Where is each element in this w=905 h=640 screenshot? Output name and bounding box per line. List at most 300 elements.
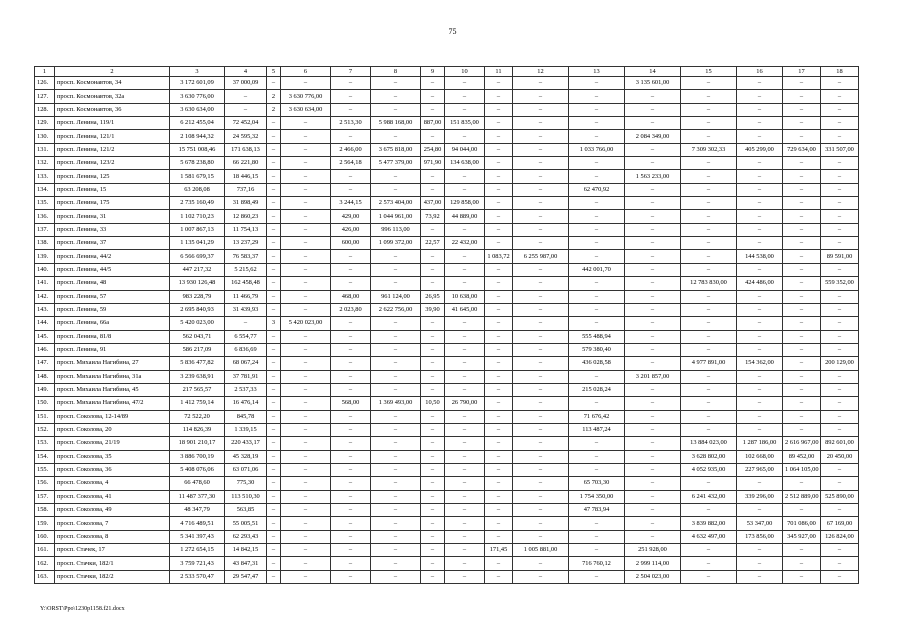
value-cell: – (267, 157, 281, 170)
value-cell: – (331, 77, 371, 90)
value-cell: – (625, 463, 681, 476)
value-cell: 983 228,79 (170, 290, 225, 303)
value-cell: – (225, 90, 267, 103)
value-cell: – (281, 303, 331, 316)
value-cell: – (681, 250, 737, 263)
value-cell: 555 488,94 (569, 330, 625, 343)
value-cell: – (737, 77, 783, 90)
value-cell: – (625, 157, 681, 170)
address-cell: просп. Ленина, 57 (55, 290, 170, 303)
address-cell: просп. Соколова, 20 (55, 423, 170, 436)
value-cell: 563,85 (225, 504, 267, 517)
value-cell: 151 835,00 (445, 117, 485, 130)
value-cell: – (267, 330, 281, 343)
value-cell: 1 064 105,00 (783, 463, 821, 476)
value-cell: – (513, 197, 569, 210)
value-cell: – (371, 463, 421, 476)
value-cell: – (513, 210, 569, 223)
value-cell: 1 563 233,00 (625, 170, 681, 183)
row-number-cell: 150. (35, 397, 55, 410)
value-cell: – (485, 557, 513, 570)
value-cell: 53 347,00 (737, 517, 783, 530)
value-cell: – (513, 183, 569, 196)
value-cell: – (331, 170, 371, 183)
value-cell: – (485, 530, 513, 543)
value-cell: – (421, 423, 445, 436)
value-cell: 1 339,15 (225, 423, 267, 436)
value-cell: 173 856,00 (737, 530, 783, 543)
value-cell: – (267, 143, 281, 156)
address-cell: просп. Ленина, 121/2 (55, 143, 170, 156)
table-row (35, 463, 859, 476)
value-cell: – (281, 130, 331, 143)
value-cell: 5 408 076,06 (170, 463, 225, 476)
value-cell: – (513, 557, 569, 570)
value-cell: 1 754 350,00 (569, 490, 625, 503)
value-cell: – (421, 263, 445, 276)
data-table-container (34, 66, 858, 584)
address-cell: просп. Михаила Нагибина, 45 (55, 383, 170, 396)
value-cell: – (737, 183, 783, 196)
value-cell: – (421, 170, 445, 183)
value-cell: – (513, 383, 569, 396)
value-cell: – (445, 343, 485, 356)
value-cell: 424 486,00 (737, 277, 783, 290)
value-cell: 13 930 126,48 (170, 277, 225, 290)
value-cell: 3 239 638,91 (170, 370, 225, 383)
address-cell: просп. Соколова, 4 (55, 477, 170, 490)
value-cell: – (737, 197, 783, 210)
value-cell: 11 487 377,30 (170, 490, 225, 503)
table-row (35, 210, 859, 223)
value-cell: – (625, 517, 681, 530)
value-cell: – (445, 463, 485, 476)
value-cell: – (513, 504, 569, 517)
value-cell: 2 108 944,32 (170, 130, 225, 143)
table-row (35, 544, 859, 557)
value-cell: 1 083,72 (485, 250, 513, 263)
value-cell: 220 433,17 (225, 437, 267, 450)
value-cell: – (267, 170, 281, 183)
value-cell: – (485, 117, 513, 130)
table-row (35, 343, 859, 356)
column-number-cell: 4 (225, 67, 267, 77)
value-cell: 1 102 710,23 (170, 210, 225, 223)
value-cell: 26 790,00 (445, 397, 485, 410)
value-cell: 2 466,00 (331, 143, 371, 156)
value-cell: – (783, 477, 821, 490)
value-cell: – (821, 477, 859, 490)
value-cell: – (421, 77, 445, 90)
value-cell: – (421, 490, 445, 503)
column-number-cell: 10 (445, 67, 485, 77)
table-row (35, 370, 859, 383)
column-number-cell: 17 (783, 67, 821, 77)
value-cell: 113 510,30 (225, 490, 267, 503)
value-cell: 996 113,00 (371, 223, 421, 236)
value-cell: – (625, 437, 681, 450)
value-cell: 251 928,00 (625, 544, 681, 557)
address-cell: просп. Соколова, 7 (55, 517, 170, 530)
address-cell: просп. Ленина, 37 (55, 237, 170, 250)
value-cell: 5 477 379,00 (371, 157, 421, 170)
value-cell: 12 860,23 (225, 210, 267, 223)
value-cell: – (331, 450, 371, 463)
value-cell: – (485, 290, 513, 303)
value-cell: 15 751 008,46 (170, 143, 225, 156)
value-cell: – (485, 317, 513, 330)
value-cell: – (783, 317, 821, 330)
address-cell: просп. Ленина, 123/2 (55, 157, 170, 170)
value-cell: – (737, 544, 783, 557)
value-cell: – (681, 130, 737, 143)
value-cell: 437,00 (421, 197, 445, 210)
value-cell: – (371, 103, 421, 116)
value-cell: – (445, 423, 485, 436)
value-cell: 568,00 (331, 397, 371, 410)
value-cell: – (569, 237, 625, 250)
value-cell: – (625, 330, 681, 343)
value-cell: 37 781,91 (225, 370, 267, 383)
value-cell: – (331, 370, 371, 383)
row-number-cell: 155. (35, 463, 55, 476)
value-cell: – (421, 477, 445, 490)
value-cell: 89 591,00 (821, 250, 859, 263)
value-cell: 10,50 (421, 397, 445, 410)
table-row (35, 157, 859, 170)
row-number-cell: 143. (35, 303, 55, 316)
value-cell: – (485, 397, 513, 410)
value-cell: – (281, 370, 331, 383)
value-cell: – (681, 90, 737, 103)
value-cell: – (267, 250, 281, 263)
value-cell: – (421, 90, 445, 103)
value-cell: – (737, 397, 783, 410)
value-cell: – (421, 383, 445, 396)
value-cell: – (445, 410, 485, 423)
table-row (35, 197, 859, 210)
value-cell: – (421, 330, 445, 343)
value-cell: – (783, 370, 821, 383)
value-cell: – (681, 343, 737, 356)
value-cell: – (445, 263, 485, 276)
value-cell: – (737, 317, 783, 330)
value-cell: – (267, 437, 281, 450)
address-cell: просп. Ленина, 48 (55, 277, 170, 290)
value-cell: – (281, 504, 331, 517)
value-cell: – (625, 303, 681, 316)
value-cell: – (737, 410, 783, 423)
column-number-cell: 3 (170, 67, 225, 77)
value-cell: 6 255 987,00 (513, 250, 569, 263)
value-cell: – (421, 103, 445, 116)
value-cell: 775,30 (225, 477, 267, 490)
address-cell: просп. Ленина, 175 (55, 197, 170, 210)
value-cell: – (445, 370, 485, 383)
value-cell: – (371, 277, 421, 290)
value-cell: 1 044 961,00 (371, 210, 421, 223)
value-cell: 72 452,04 (225, 117, 267, 130)
value-cell: – (445, 250, 485, 263)
value-cell: 134 638,00 (445, 157, 485, 170)
value-cell: 1 287 186,00 (737, 437, 783, 450)
table-row (35, 103, 859, 116)
value-cell: – (485, 103, 513, 116)
value-cell: – (569, 277, 625, 290)
value-cell: – (485, 370, 513, 383)
table-row (35, 277, 859, 290)
value-cell: – (737, 90, 783, 103)
row-number-cell: 131. (35, 143, 55, 156)
value-cell: – (281, 237, 331, 250)
row-number-cell: 151. (35, 410, 55, 423)
value-cell: – (821, 504, 859, 517)
value-cell: – (513, 357, 569, 370)
column-number-cell: 6 (281, 67, 331, 77)
value-cell: – (783, 277, 821, 290)
value-cell: – (421, 370, 445, 383)
row-number-cell: 149. (35, 383, 55, 396)
value-cell: 47 783,94 (569, 504, 625, 517)
value-cell: – (281, 197, 331, 210)
value-cell: – (485, 450, 513, 463)
address-cell: просп. Ленина, 33 (55, 223, 170, 236)
row-number-cell: 148. (35, 370, 55, 383)
address-cell: просп. Соколова, 36 (55, 463, 170, 476)
value-cell: – (371, 357, 421, 370)
value-cell: – (371, 504, 421, 517)
row-number-cell: 154. (35, 450, 55, 463)
value-cell: – (625, 117, 681, 130)
value-cell: – (445, 183, 485, 196)
table-row (35, 570, 859, 583)
value-cell: 76 583,37 (225, 250, 267, 263)
value-cell: – (569, 544, 625, 557)
address-cell: просп. Соколова, 35 (55, 450, 170, 463)
value-cell: 3 630 634,00 (170, 103, 225, 116)
value-cell: 3 135 601,00 (625, 77, 681, 90)
value-cell: – (513, 103, 569, 116)
value-cell: – (267, 517, 281, 530)
value-cell: 55 005,51 (225, 517, 267, 530)
value-cell: 845,78 (225, 410, 267, 423)
value-cell: – (281, 263, 331, 276)
value-cell: 171 638,13 (225, 143, 267, 156)
value-cell: 1 033 766,00 (569, 143, 625, 156)
value-cell: – (513, 330, 569, 343)
value-cell: – (421, 343, 445, 356)
value-cell: – (783, 117, 821, 130)
value-cell: – (281, 544, 331, 557)
value-cell: – (267, 383, 281, 396)
address-cell: просп. Космонавтов, 36 (55, 103, 170, 116)
value-cell: – (267, 410, 281, 423)
value-cell: 600,00 (331, 237, 371, 250)
value-cell: – (737, 370, 783, 383)
value-cell: – (485, 197, 513, 210)
value-cell: 200 129,00 (821, 357, 859, 370)
value-cell: – (331, 423, 371, 436)
value-cell: – (513, 423, 569, 436)
value-cell: – (421, 570, 445, 583)
value-cell: – (331, 130, 371, 143)
value-cell: – (281, 463, 331, 476)
value-cell: 2 (267, 90, 281, 103)
value-cell: 562 043,71 (170, 330, 225, 343)
value-cell: – (513, 157, 569, 170)
value-cell: 4 632 497,00 (681, 530, 737, 543)
value-cell: – (485, 237, 513, 250)
table-row (35, 317, 859, 330)
value-cell: 44 889,00 (445, 210, 485, 223)
value-cell: – (281, 170, 331, 183)
value-cell: – (281, 250, 331, 263)
value-cell: 6 212 455,04 (170, 117, 225, 130)
value-cell: – (331, 544, 371, 557)
value-cell: – (625, 383, 681, 396)
address-cell: просп. Ленина, 119/1 (55, 117, 170, 130)
value-cell: – (371, 490, 421, 503)
value-cell: 6 836,69 (225, 343, 267, 356)
value-cell: – (737, 157, 783, 170)
value-cell: – (625, 183, 681, 196)
value-cell: – (281, 357, 331, 370)
column-number-cell: 2 (55, 67, 170, 77)
value-cell: – (485, 423, 513, 436)
value-cell: – (737, 343, 783, 356)
row-number-cell: 153. (35, 437, 55, 450)
value-cell: – (569, 157, 625, 170)
value-cell: 89 452,00 (783, 450, 821, 463)
value-cell: – (421, 357, 445, 370)
value-cell: – (267, 370, 281, 383)
value-cell: 66 221,80 (225, 157, 267, 170)
value-cell: 429,00 (331, 210, 371, 223)
value-cell: – (371, 557, 421, 570)
value-cell: – (421, 450, 445, 463)
value-cell: – (281, 437, 331, 450)
value-cell: – (485, 130, 513, 143)
value-cell: – (681, 223, 737, 236)
value-cell: 41 645,00 (445, 303, 485, 316)
row-number-cell: 159. (35, 517, 55, 530)
value-cell: – (485, 437, 513, 450)
value-cell: – (783, 210, 821, 223)
value-cell: – (783, 197, 821, 210)
value-cell: – (281, 477, 331, 490)
value-cell: – (267, 130, 281, 143)
value-cell: – (681, 157, 737, 170)
value-cell: – (737, 263, 783, 276)
row-number-cell: 133. (35, 170, 55, 183)
value-cell: 2 084 349,00 (625, 130, 681, 143)
value-cell: – (783, 183, 821, 196)
value-cell: – (821, 117, 859, 130)
value-cell: – (225, 103, 267, 116)
value-cell: 5 420 023,00 (170, 317, 225, 330)
value-cell: – (681, 103, 737, 116)
value-cell: 144 538,00 (737, 250, 783, 263)
value-cell: 1 272 654,15 (170, 544, 225, 557)
address-cell: просп. Ленина, 15 (55, 183, 170, 196)
value-cell: 5 988 168,00 (371, 117, 421, 130)
address-cell: просп. Космонавтов, 34 (55, 77, 170, 90)
value-cell: – (281, 143, 331, 156)
value-cell: – (445, 437, 485, 450)
value-cell: – (783, 383, 821, 396)
value-cell: – (485, 490, 513, 503)
value-cell: – (445, 357, 485, 370)
value-cell: – (371, 317, 421, 330)
value-cell: – (737, 477, 783, 490)
value-cell: 436 028,58 (569, 357, 625, 370)
value-cell: – (281, 157, 331, 170)
value-cell: – (783, 130, 821, 143)
value-cell: – (681, 410, 737, 423)
row-number-cell: 142. (35, 290, 55, 303)
value-cell: – (485, 277, 513, 290)
value-cell: 48 347,79 (170, 504, 225, 517)
address-cell: просп. Соколова, 12-14/89 (55, 410, 170, 423)
value-cell: – (821, 317, 859, 330)
value-cell: 3 630 634,00 (281, 103, 331, 116)
value-cell: 5 341 397,43 (170, 530, 225, 543)
value-cell: – (681, 330, 737, 343)
row-number-cell: 135. (35, 197, 55, 210)
value-cell: 2 537,33 (225, 383, 267, 396)
value-cell: – (783, 557, 821, 570)
value-cell: 892 601,00 (821, 437, 859, 450)
value-cell: – (445, 170, 485, 183)
value-cell: – (267, 423, 281, 436)
table-row (35, 237, 859, 250)
value-cell: 442 001,70 (569, 263, 625, 276)
value-cell: – (625, 223, 681, 236)
value-cell: – (625, 143, 681, 156)
value-cell: – (371, 250, 421, 263)
value-cell: – (485, 357, 513, 370)
value-cell: – (513, 370, 569, 383)
table-row (35, 357, 859, 370)
column-number-cell: 7 (331, 67, 371, 77)
value-cell: – (821, 130, 859, 143)
value-cell: – (485, 90, 513, 103)
value-cell: – (421, 410, 445, 423)
value-cell: 171,45 (485, 544, 513, 557)
value-cell: 729 634,00 (783, 143, 821, 156)
value-cell: – (625, 290, 681, 303)
value-cell: – (821, 210, 859, 223)
table-row (35, 557, 859, 570)
table-row (35, 250, 859, 263)
value-cell: – (421, 250, 445, 263)
value-cell: – (331, 410, 371, 423)
value-cell: 3 675 818,00 (371, 143, 421, 156)
address-cell: просп. Стачек, 17 (55, 544, 170, 557)
value-cell: 1 412 759,14 (170, 397, 225, 410)
value-cell: – (625, 103, 681, 116)
value-cell: – (331, 517, 371, 530)
value-cell: – (445, 517, 485, 530)
data-table (34, 66, 859, 584)
value-cell: – (281, 330, 331, 343)
value-cell: – (331, 570, 371, 583)
value-cell: – (485, 170, 513, 183)
value-cell: – (513, 290, 569, 303)
value-cell: – (267, 77, 281, 90)
value-cell: 43 847,31 (225, 557, 267, 570)
value-cell: – (821, 90, 859, 103)
